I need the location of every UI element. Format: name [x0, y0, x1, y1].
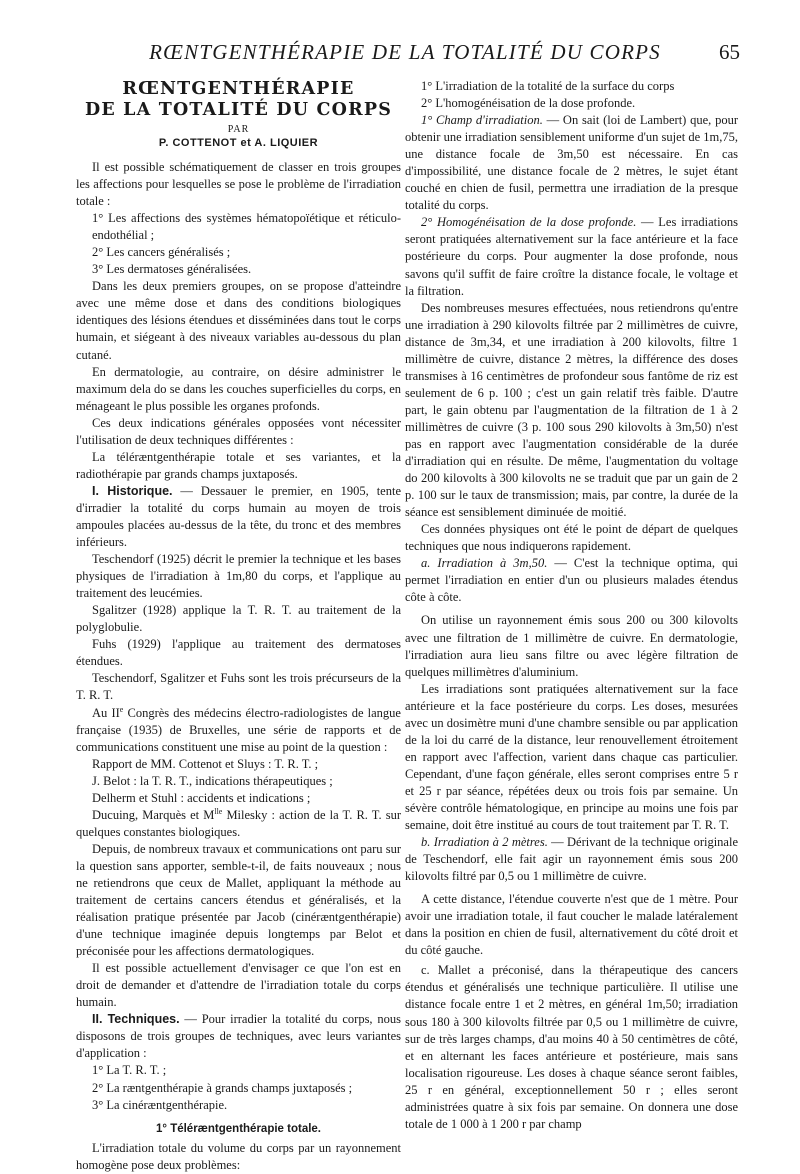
paragraph: Dans les deux premiers groupes, on se propose d'atteindre avec une même dose et dans des conditions biologiques identiques des lésions étendues et disséminées dans tout le corps humain, et siégeant à des niveaux variables au-dessous du plan cutané.	[76, 279, 401, 362]
paragraph: Ces données physiques ont été le point de départ de quelques techniques que nous indiquerons rapidement.	[405, 522, 738, 554]
text-segment: Ducuing, Marquès et M	[92, 807, 215, 822]
text-segment: Au II	[92, 705, 120, 720]
section-heading: I. Historique.	[92, 483, 173, 498]
list-item: 1° Les affections des systèmes hématopoïétique et réticulo-endothélial ;	[92, 211, 401, 243]
list-item: 2° Les cancers généralisés ;	[92, 245, 231, 260]
subsection-heading: 1° Téléræntgenthérapie totale.	[156, 1122, 321, 1135]
paragraph: Fuhs (1929) l'applique au traitement des dermatoses étendues.	[76, 637, 401, 669]
paragraph: Il est possible actuellement d'envisager ce que l'on est en droit de demander et d'attendre de l'irradiation totale du corps humain.	[76, 961, 401, 1010]
paragraph: La téléræntgenthérapie totale et ses variantes, et la radiothérapie par grands champs juxtaposés.	[76, 449, 401, 481]
paragraph	[405, 834, 738, 885]
left-column	[76, 78, 401, 1174]
list-item: 1° L'irradiation de la totalité de la surface du corps	[421, 79, 675, 93]
superscript: lle	[214, 806, 223, 816]
superscript: e	[119, 704, 124, 714]
article-title-line-1: RŒNTGENTHÉRAPIE	[122, 79, 355, 99]
paragraph	[76, 807, 401, 841]
section-historique	[76, 483, 401, 551]
paragraph	[405, 214, 738, 299]
paragraph: L'irradiation totale du volume du corps par un rayonnement homogène pose deux problèmes:	[76, 1140, 401, 1172]
paragraph: Depuis, de nombreux travaux et communications ont paru sur la question sans apporter, semble-t-il, de faits nouveaux ; nous ne retiendrons que ceux de Mallet, appliquant la méthode au traitement de certains cancers étendus et généralisés, et la réalisation pratique présentée par Jacob (cinéræntgenthérapie) d'une technique imaginée depuis longtemps par Belot et préconisée pour les affections dermatologiques.	[76, 841, 401, 959]
text-segment: — On sait (loi de Lambert) que, pour obtenir une irradiation sensiblement uniforme d'un sujet de 1m,75, une distance focale de 3m,50 est nécessaire. En cas d'impossibilité, une distance focale de 2 mètres, le sujet étant couché en chien de fusil, permettra une irradiation de la presque totalité du corps.	[405, 113, 738, 213]
paragraph: Des nombreuses mesures effectuées, nous retiendrons qu'entre une irradiation à 290 kilovolts filtrée par 2 millimètres de cuivre, distance de 3m,34, et une irradiation à 200 kilovolts, filtre 1 millimètre de cuivre, distance 2 mètres, la différence des doses transmises à 16 centimètres de profondeur sous fantôme de riz est seulement de 6 p. 100 ; c'est un gain relatif très faible. D'autre part, le gain obtenu par l'augmentation de la filtration de 1 à 2 millimètres de cuivre (3 p. 100 sous 290 kilovolts à 3m,50) n'est pas en rapport avec l'augmentation considérable de la durée d'irradiation qui en résulte. De même, l'augmentation du voltage do 200 kilovolts à 300 kilovolts ne se traduit que par un gain de 2 p. 100 sur le taux de transmission; mais, par contre, la durée de la séance est sensiblement diminuée de moitié.	[405, 300, 738, 520]
list-item: 1° La T. R. T. ;	[92, 1063, 167, 1078]
section-heading: II. Techniques.	[92, 1012, 180, 1027]
text-segment: — C'est la technique optima, qui permet l'irradiation en entier d'un ou plusieurs malades étendus côte à côte.	[405, 556, 738, 605]
text-segment: Congrès des médecins électro-radiologistes de langue française (1935) de Bruxelles, une série de rapports et de communications constituent une mise au point de la question :	[76, 705, 401, 754]
paragraph: On utilise un rayonnement émis sous 200 ou 300 kilovolts avec une filtration de 1 millimètre de cuivre. En dermatologie, l'irradiation aura lieu sans filtre ou avec légère filtration de quelques millimètres d'aluminium.	[405, 613, 738, 679]
text-segment: — Dérivant de la technique originale de Teschendorf, elle fait agir un rayonnement émis sous 200 kilovolts filtré par 0,5 ou 1 millimètre de cuivre.	[405, 835, 738, 884]
list-item: J. Belot : la T. R. T., indications thérapeutiques ;	[92, 773, 333, 788]
list-item: 3° La cinéræntgenthérapie.	[92, 1097, 228, 1112]
page-number: 65	[719, 40, 740, 64]
paragraph: Ces deux indications générales opposées vont nécessiter l'utilisation de deux techniques différentes :	[76, 415, 401, 447]
lead-in: a. Irradiation à 3m,50.	[421, 556, 548, 571]
paragraph: A cette distance, l'étendue couverte n'est que de 1 mètre. Pour avoir une irradiation totale, il faut coucher le malade latéralement dans la position en chien de fusil, alternativement du côté droit et du côté gauche.	[405, 892, 738, 958]
section-techniques	[76, 1011, 401, 1062]
running-title: RŒNTGENTHÉRAPIE DE LA TOTALITÉ DU CORPS	[149, 40, 661, 64]
article-title-line-2: DE LA TOTALITÉ DU CORPS	[84, 100, 393, 120]
paragraph: Teschendorf, Sgalitzer et Fuhs sont les trois précurseurs de la T. R. T.	[76, 671, 401, 703]
paragraph	[405, 112, 738, 214]
section-text: — Dessauer le premier, en 1905, tente d'irradier la totalité du corps humain au moyen de trois ampoules placées au-dessus de la tête, du tronc et des membres inférieurs.	[76, 483, 401, 550]
list-item: Delherm et Stuhl : accidents et indications ;	[92, 790, 311, 805]
list-item: 3° Les dermatoses généralisées.	[92, 262, 252, 277]
authors: P. COTTENOT et A. LIQUIER	[158, 137, 319, 149]
paragraph: Sgalitzer (1928) applique la T. R. T. au traitement de la polyglobulie.	[76, 603, 401, 635]
list-item: Rapport de MM. Cottenot et Sluys : T. R. T. ;	[92, 756, 319, 771]
paragraph: Les irradiations sont pratiquées alternativement sur la face antérieure et la face postérieure du corps. Les doses, mesurées avec un dosimètre muni d'une chambre sensible ou par application de la loi du carré de la distance, leur renouvellement étroitement en rapport avec l'affection, varient dans chaque cas particulier. Cependant, d'une façon générale, elles seront comprises entre 5 r et 25 r par séance, répétées deux ou trois fois par semaine. Un sévère contrôle hématologique, en principe au moins une fois par semaine, doit être institué au cours de tout traitement par T. R. T.	[405, 681, 738, 833]
section-text: — Pour irradier la totalité du corps, nous disposons de trois groupes de techniques, avec leurs variantes d'application :	[76, 1012, 401, 1061]
list-item: 2° L'homogénéisation de la dose profonde.	[421, 96, 636, 111]
paragraph: Teschendorf (1925) décrit le premier la technique et les bases physiques de l'irradiation à 1m,80 du corps, et l'applique au traitement des leucémies.	[76, 552, 401, 601]
paragraph	[76, 705, 401, 756]
paragraph	[405, 555, 738, 606]
paragraph: Il est possible schématiquement de classer en trois groupes les affections pour lesquelles se pose le problème de l'irradiation totale :	[76, 160, 401, 209]
lead-in: b. Irradiation à 2 mètres.	[421, 835, 548, 850]
lead-in: 2° Homogénéisation de la dose profonde.	[421, 215, 637, 230]
lead-in: 1° Champ d'irradiation.	[421, 113, 543, 128]
byline-par: PAR	[227, 124, 250, 135]
text-segment: — Les irradiations seront pratiquées alternativement sur la face antérieure et la face postérieure du corps. Pour augmenter la dose profonde, nous savons qu'il suffit de faire croître la distance focale, le voltage et la filtration.	[405, 215, 738, 298]
paragraph: En dermatologie, au contraire, on désire administrer le maximum dela do se dans les couches superficielles du corps, en ménageant le plus possible les organes profonds.	[76, 364, 401, 413]
paragraph: c. Mallet a préconisé, dans la thérapeutique des cancers étendus et généralisés une technique particulière. Il utilise une distance focale entre 1 et 2 mètres, en général 1m,50; irradiation sous 180 à 300 kilovolts filtrée par 0,5 ou 1 millimètre de cuivre, sur de très larges champs, d'au moins 40 à 50 centimètres de côté, et en alternant les faces antérieure et postérieure, mais sans localisation rigoureuse. Les doses à chaque séance seront faibles, 25 r en général, exceptionnellement 50 r ; elles seront administrées quatre à six fois par semaine. On donnera une dose totale de 1 000 à 1 200 r par champ	[405, 963, 738, 1131]
text-segment: Milesky : action de la T. R. T. sur quelques constantes biologiques.	[76, 807, 401, 839]
right-column	[405, 78, 738, 1133]
list-item: 2° La ræntgenthérapie à grands champs juxtaposés ;	[92, 1080, 353, 1095]
